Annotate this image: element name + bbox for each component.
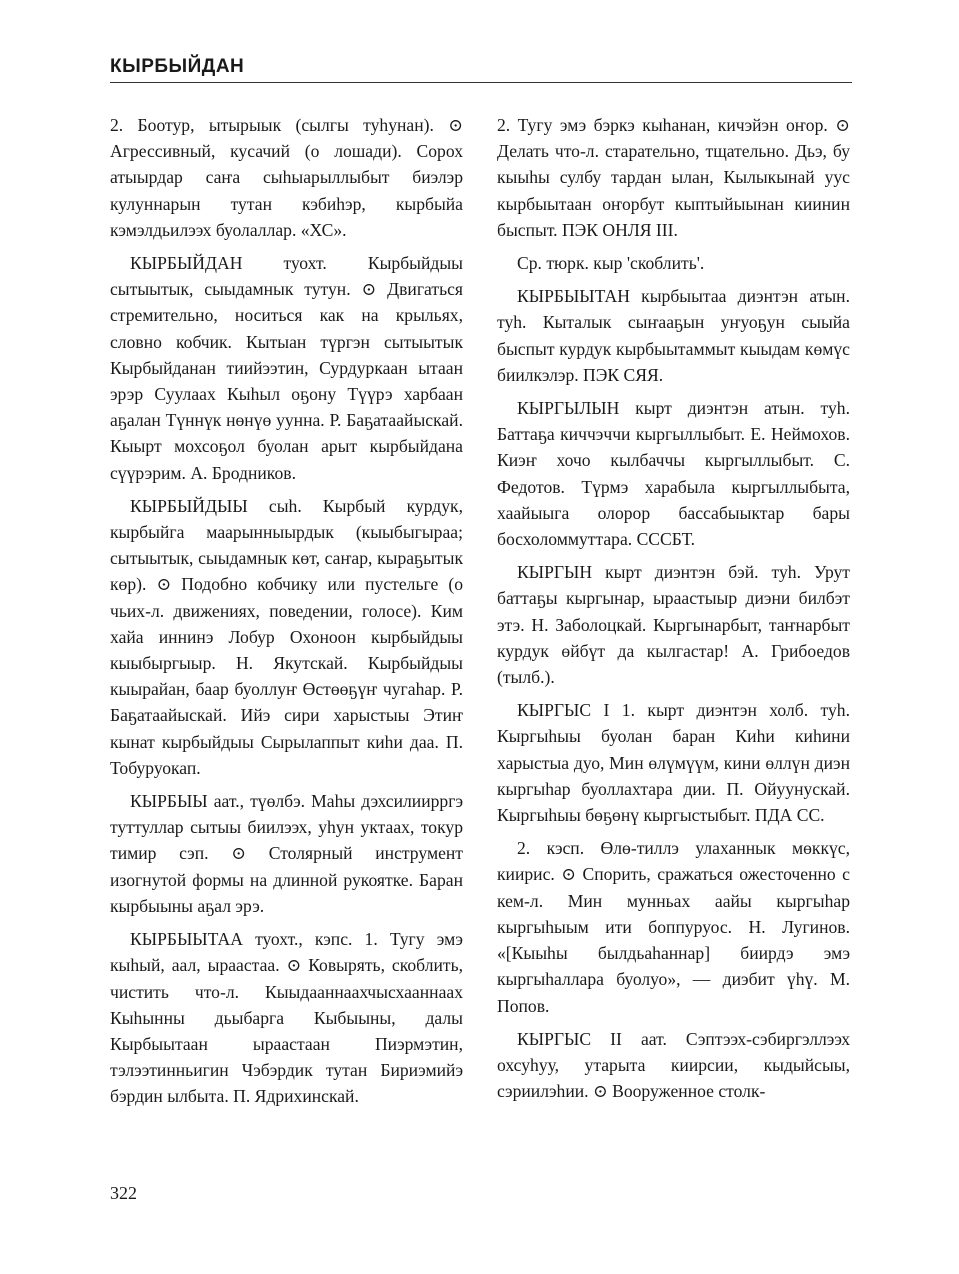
page-header: КЫРБЫЙДАН: [110, 56, 852, 83]
entry-kyrbyytan: КЫРБЫЫТАН кырбыытаа диэнтэн атын. туһ. Кыталык сыҥааҕын уҥуоҕун сыыйа быспыт курдук кырбыытаммыт кыыдам көмүс биилкэлэр. ПЭК СЯЯ.: [497, 286, 850, 385]
entry-kyrbyytaa-sense-2: 2. Тугу эмэ бэркэ кыһанан, кичэйэн оҥор. ⊙ Делать что-л. старательно, тщательно. Дьэ, бу кыыһы сулбу тардан ылан, Кылыкынай уус кырбыытаан оҥорбут кыптыйыынан киинин быспыт. ПЭК ОНЛЯ III.: [497, 115, 850, 240]
entry-kyrgyn: КЫРГЫН кырт диэнтэн бэй. туһ. Урут баттаҕы кыргынар, ыраастыыр диэни билбэт этэ. Н. Заболоцкай. Кыргынарбыт, таҥнарбыт курдук өйбүт да кылгастар! А. Грибоедов (тылб.).: [497, 562, 850, 688]
left-column: [110, 112, 463, 1117]
entry-kyrbyy: КЫРБЫЫ аат., түөлбэ. Маһы дэхсилиирргэ туттуллар сытыы биилээх, уһун уктаах, токур тимир сэп. ⊙ Столярный инструмент изогнутой формы на длинной рукоятке. Баран кырбыыны аҕал эрэ.: [110, 791, 463, 916]
entry-kyrbyidan: КЫРБЫЙДАН туохт. Кырбыйдыы сытыытык, сыыдамнык тутун. ⊙ Двигаться стремительно, носиться как на крыльях, словно кобчик. Кытыан түргэн сытыытык Кырбыйданан тиийээтин, Сурдуркаан ытаан эрэр Суулаах Кыһыл оҕону Түүрэ харбаан аҕалан Түннүк нөнүө уунна. Р. Баҕатаайыскай. Кыырт мохсоҕол буолан арыт кырбыйдана сүүрэрим. А. Бродников.: [110, 253, 463, 483]
entry-kyrgys-1: КЫРГЫС I 1. кырт диэнтэн холб. туһ. Кыргыһыы буолан баран Киһи киһини харыстыа дуо, Мин өлүмүүм, кини өллүн диэн кыргыһар буоллахтара дии. П. Ойуунускай. Кыргыһыы бөҕөнү кыргыстыбыт. ПДА СС.: [497, 700, 850, 826]
page-number: 322: [110, 1183, 137, 1203]
entry-kyrgylyn: КЫРГЫЛЫН кырт диэнтэн атын. туһ. Баттаҕа киччэччи кыргыллыбыт. Е. Неймохов. Киэҥ хочо кылбаччы кыргыллыбыт. С. Федотов. Түрмэ харабыла кыргыллыбыта, хаайыыга олорор бассабыыктар бары босхоломмуттара. СССБТ.: [497, 398, 850, 550]
entry-kyrgys-1-sense-2: 2. кэсп. Өлө-тиллэ улаханнык мөккүс, киирис. ⊙ Спорить, сражаться ожесточенно с кем-л. Мин мунньах аайы кыргыһар кыргыһыым ити боппуруос. Н. Лугинов. «[Кыыһы былдьаһаннар] биирдэ эмэ кыргыһаллара буолуо», — диэбит үһү. М. Попов.: [497, 838, 850, 1016]
entry-kyrbyytaa: КЫРБЫЫТАА туохт., кэпс. 1. Тугу эмэ кыһый, аал, ыраастаа. ⊙ Ковырять, скоблить, чистить что-л. Кыыдааннаахчысхааннаах Кыһынны дьыбарга Кыбыыны, далы Кырбыытаан ыраастаан Пиэрмэтин, тэлээтинньигин Чэбэрдик тутан Бириэмийэ бэрдин ылбыта. П. Ядрихинскай.: [110, 929, 463, 1107]
entry-kyrgys-2: КЫРГЫС II аат. Сэптээх-сэбиргэллээх охсуһуу, утарыта киирсии, кыдыйсыы, сэриилэһии. ⊙ Вооруженное столк-: [497, 1028, 850, 1102]
entry-kyrbyidyy: КЫРБЫЙДЫЫ сыһ. Кырбый курдук, кырбыйга маарынныырдык (кыыбыгыраа; сытыытык, сыыдамнык көт, саҥар, кыраҕытык көр). ⊙ Подобно кобчику или пустельге (о чьих-л. движениях, поведении, голосе). Ким хайа иннинэ Лобур Охоноон кырбыйдыы кыыбыргыыр. Н. Якутскай. Кырбыйдыы кыырайан, баар буоллуҥ Өстөөҕүҥ чугаһар. Р. Баҕатаайыскай. Ийэ сири харыстыы Этиҥ кынат кырбыйдыы Сырылаппыт киһи даа. П. Тобуруокап.: [110, 495, 463, 778]
entry-etymology-note: Ср. тюрк. кыр 'скоблить'.: [517, 253, 705, 274]
right-column: [497, 112, 850, 1111]
entry-kyrbyi-sense-2: 2. Боотур, ытырыык (сылгы туһунан). ⊙ Агрессивный, кусачий (о лошади). Сорох атыырдар саҥа сыһыарыллыбыт биэлэр кулуннарын тутан кэбиһэр, кырбыйа кэмэлдьилээх буолаллар. «ХС».: [110, 115, 463, 240]
